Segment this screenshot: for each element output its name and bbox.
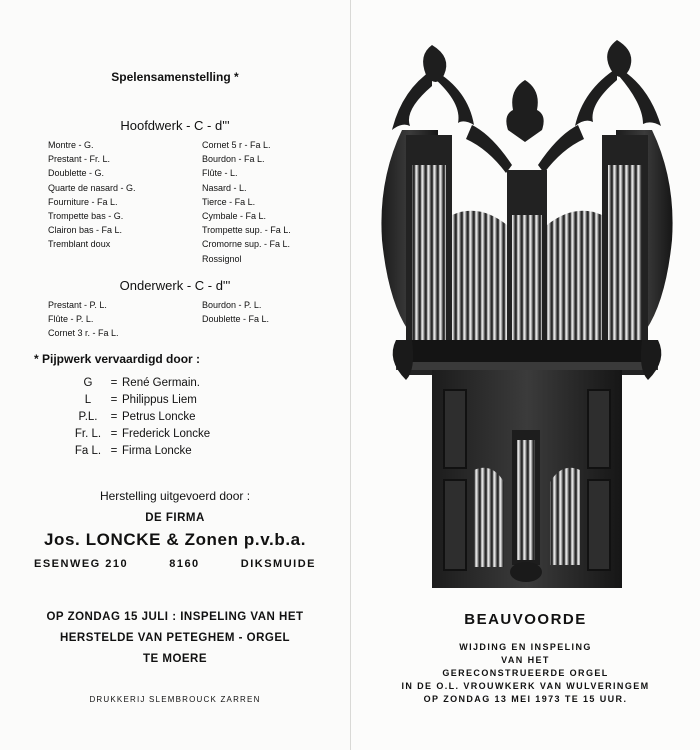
builder-row: Fr. L. = Frederick Loncke bbox=[70, 426, 210, 443]
builders-list bbox=[70, 375, 210, 460]
stop-item: Bourdon - Fa L. bbox=[202, 154, 265, 165]
stop-item: Fourniture - Fa L. bbox=[48, 196, 118, 207]
builder-name: Petrus Loncke bbox=[122, 411, 196, 423]
stop-item: Montre - G. bbox=[48, 140, 94, 150]
address-line bbox=[34, 558, 316, 570]
cover-line: WIJDING EN INSPELING bbox=[459, 642, 592, 652]
stop-item: Trompette bas - G. bbox=[48, 211, 124, 222]
cover-line: OP ZONDAG 13 MEI 1973 TE 15 UUR. bbox=[423, 694, 628, 704]
builder-code: Fa L. bbox=[74, 445, 102, 457]
builder-name: Frederick Loncke bbox=[122, 428, 211, 440]
cover-title: BEAUVOORDE bbox=[464, 611, 587, 628]
builder-name: René Germain. bbox=[122, 377, 200, 389]
address-city: DIKSMUIDE bbox=[240, 558, 316, 570]
stop-item: Cornet 3 r. - Fa L. bbox=[48, 328, 119, 339]
cover-line: GERECONSTRUEERDE ORGEL bbox=[442, 668, 609, 678]
stop-item: Prestant - Fr. L. bbox=[48, 154, 111, 165]
cover-line: VAN HET bbox=[501, 655, 550, 665]
stop-item: Bourdon - P. L. bbox=[202, 300, 262, 310]
stop-item: Prestant - P. L. bbox=[48, 300, 107, 310]
stop-item: Flûte - P. L. bbox=[48, 314, 94, 325]
builder-row: Fa L. = Firma Loncke bbox=[70, 443, 210, 460]
builder-row: P.L. = Petrus Loncke bbox=[70, 409, 210, 426]
hoofdwerk-stops-right bbox=[202, 138, 291, 266]
builder-code: P.L. bbox=[78, 411, 98, 423]
stop-item: Quarte de nasard - G. bbox=[48, 182, 136, 193]
firma-name: Jos. LONCKE & Zonen p.v.b.a. bbox=[43, 530, 307, 549]
stop-item: Doublette - G. bbox=[48, 168, 105, 179]
firma-label: DE FIRMA bbox=[145, 512, 205, 524]
stop-item: Tremblant doux bbox=[48, 239, 111, 250]
stop-item: Tierce - Fa L. bbox=[202, 196, 256, 207]
builder-name: Philippus Liem bbox=[122, 394, 197, 406]
builder-row: L = Philippus Liem bbox=[70, 392, 210, 409]
onderwerk-heading: Onderwerk - C - d''' bbox=[119, 278, 231, 293]
builder-name: Firma Loncke bbox=[122, 445, 192, 457]
stop-item: Flûte - L. bbox=[202, 168, 238, 179]
stop-item: Clairon bas - Fa L. bbox=[48, 225, 123, 236]
hoofdwerk-stops-left bbox=[48, 138, 136, 252]
stop-item: Rossignol bbox=[202, 253, 242, 264]
address-street: ESENWEG 210 bbox=[34, 558, 129, 570]
announcement-line: HERSTELDE VAN PETEGHEM - ORGEL bbox=[59, 632, 291, 644]
fold-line bbox=[350, 0, 351, 750]
announcement bbox=[0, 607, 350, 670]
restoration-intro: Herstelling uitgevoerd door : bbox=[99, 489, 251, 503]
pipe-organ-photo bbox=[372, 40, 682, 590]
hoofdwerk-heading: Hoofdwerk - C - d''' bbox=[120, 118, 230, 133]
printer-credit: DRUKKERIJ SLEMBROUCK ZARREN bbox=[89, 695, 261, 704]
builder-code: G bbox=[83, 377, 93, 389]
specification-title: Spelensamenstelling * bbox=[111, 70, 239, 84]
stop-item: Cromorne sup. - Fa L. bbox=[202, 239, 291, 250]
address-postcode: 8160 bbox=[169, 558, 200, 570]
stop-item: Nasard - L. bbox=[202, 182, 247, 193]
pipework-title: * Pijpwerk vervaardigd door : bbox=[34, 352, 201, 366]
onderwerk-stops-left bbox=[48, 298, 119, 341]
stop-item: Doublette - Fa L. bbox=[202, 314, 270, 325]
builder-row: G = René Germain. bbox=[70, 375, 210, 392]
stop-item: Trompette sup. - Fa L. bbox=[202, 225, 291, 236]
builder-code: L bbox=[84, 394, 92, 406]
announcement-line: TE MOERE bbox=[142, 653, 208, 665]
stop-item: Cymbale - Fa L. bbox=[202, 211, 267, 222]
cover-line: IN DE O.L. VROUWKERK VAN WULVERINGEM bbox=[401, 681, 650, 691]
announcement-line: OP ZONDAG 15 JULI : INSPELING VAN HET bbox=[46, 611, 304, 623]
builder-code: Fr. L. bbox=[74, 428, 102, 440]
onderwerk-stops-right bbox=[202, 298, 269, 326]
stop-item: Cornet 5 r - Fa L. bbox=[202, 140, 271, 150]
